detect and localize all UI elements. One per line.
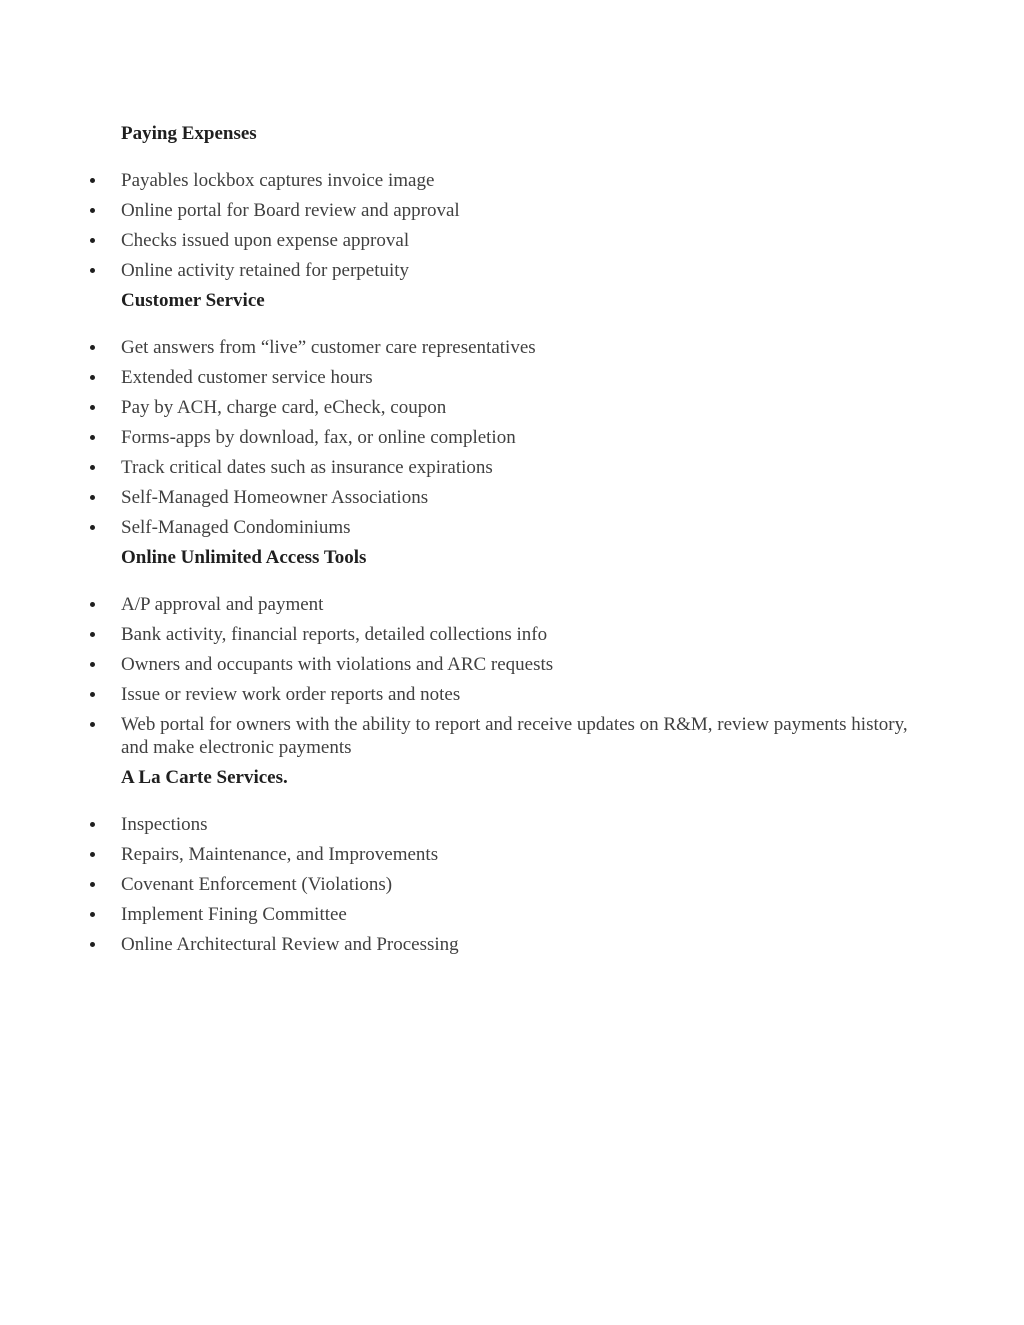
bullet-list: [0, 813, 1024, 963]
list-item: [0, 683, 1024, 706]
bullet-icon: [90, 495, 95, 500]
list-item-text: Forms-apps by download, fax, or online completion: [121, 427, 516, 448]
list-item: [0, 199, 1024, 222]
list-item-text: Self-Managed Homeowner Associations: [121, 487, 429, 508]
list-item: [0, 516, 1024, 539]
bullet-icon: [90, 375, 95, 380]
list-item-text: Owners and occupants with violations and ARC requests: [121, 654, 554, 675]
bullet-icon: [90, 852, 95, 857]
section-heading: Online Unlimited Access Tools: [121, 547, 367, 568]
list-item-text: Pay by ACH, charge card, eCheck, coupon: [121, 397, 447, 418]
list-item: [0, 336, 1024, 359]
list-item: [0, 259, 1024, 282]
bullet-icon: [90, 435, 95, 440]
list-item: [0, 169, 1024, 192]
list-item-text: Covenant Enforcement (Violations): [121, 874, 393, 895]
bullet-icon: [90, 208, 95, 213]
bullet-icon: [90, 525, 95, 530]
section-heading: Paying Expenses: [121, 123, 257, 144]
list-item: [0, 426, 1024, 449]
bullet-icon: [90, 912, 95, 917]
bullet-icon: [90, 942, 95, 947]
list-item: [0, 933, 1024, 956]
bullet-icon: [90, 178, 95, 183]
list-item: [0, 653, 1024, 676]
list-item: [0, 873, 1024, 896]
list-item-text: Online activity retained for perpetuity: [121, 260, 410, 281]
bullet-icon: [90, 662, 95, 667]
list-item-text: Track critical dates such as insurance expirations: [121, 457, 493, 478]
list-item: [0, 456, 1024, 479]
list-item-text: Extended customer service hours: [121, 367, 373, 388]
list-item: [0, 396, 1024, 419]
list-item-text: Online Architectural Review and Processing: [121, 934, 459, 955]
bullet-list: [0, 593, 1024, 766]
bullet-icon: [90, 238, 95, 243]
list-item: [0, 813, 1024, 836]
list-item-text: Inspections: [121, 814, 208, 835]
bullet-icon: [90, 882, 95, 887]
bullet-list: [0, 169, 1024, 289]
list-item: [0, 593, 1024, 616]
list-item-text: Issue or review work order reports and notes: [121, 684, 461, 705]
list-item: [0, 713, 1024, 759]
list-item-text: Get answers from “live” customer care representatives: [121, 337, 536, 358]
list-item: [0, 486, 1024, 509]
bullet-list: [0, 336, 1024, 546]
section-heading: Customer Service: [121, 290, 265, 311]
bullet-icon: [90, 692, 95, 697]
list-item-text: Repairs, Maintenance, and Improvements: [121, 844, 439, 865]
bullet-icon: [90, 632, 95, 637]
list-item: [0, 623, 1024, 646]
list-item-text: Online portal for Board review and approval: [121, 200, 460, 221]
list-item: [0, 843, 1024, 866]
list-item: [0, 366, 1024, 389]
bullet-icon: [90, 405, 95, 410]
bullet-icon: [90, 722, 95, 727]
list-item-text: Bank activity, financial reports, detailed collections info: [121, 624, 548, 645]
list-item: [0, 229, 1024, 252]
bullet-icon: [90, 822, 95, 827]
list-item: [0, 903, 1024, 926]
list-item-text: Payables lockbox captures invoice image: [121, 170, 435, 191]
list-item-text: Checks issued upon expense approval: [121, 230, 410, 251]
list-item-text: Implement Fining Committee: [121, 904, 347, 925]
bullet-icon: [90, 465, 95, 470]
bullet-icon: [90, 345, 95, 350]
list-item-text: Self-Managed Condominiums: [121, 517, 351, 538]
bullet-icon: [90, 268, 95, 273]
list-item-text: Web portal for owners with the ability to report and receive updates on R&M, review payments history, and make electronic payments: [121, 714, 908, 758]
list-item-text: A/P approval and payment: [121, 594, 324, 615]
bullet-icon: [90, 602, 95, 607]
section-heading: A La Carte Services.: [121, 767, 288, 788]
